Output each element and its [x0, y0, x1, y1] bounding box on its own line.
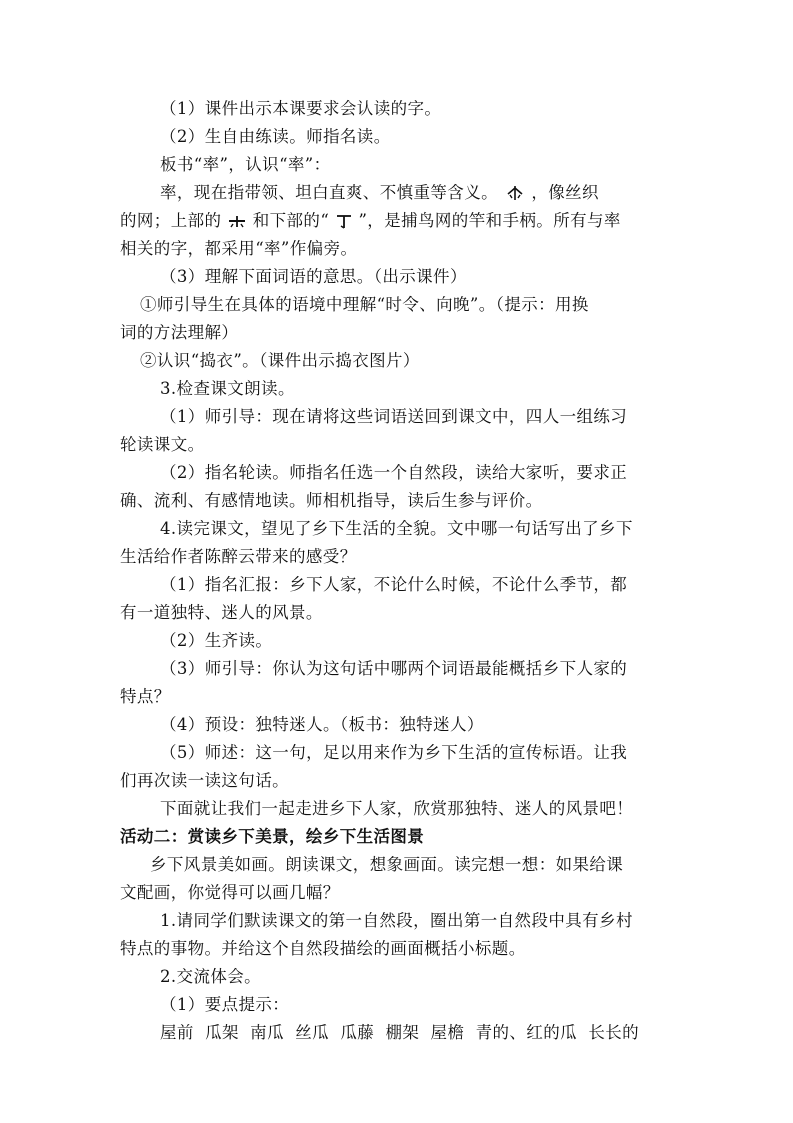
text-line: 词的方法理解） [120, 323, 239, 342]
ancient-net-glyph-icon [504, 185, 526, 207]
text-segment: ”，是捕鸟网的竿和手柄。所有与率 [358, 211, 621, 230]
text-line: 屋前 瓜架 南瓜 丝瓜 瓜藤 棚架 屋檐 青的、红的瓜 长长的 [160, 1023, 640, 1042]
text-line: 板书“率”，认识“率”： [160, 155, 331, 174]
text-line: 有一道独特、迷人的风景。 [120, 603, 323, 622]
text-line: （1）师引导：现在请将这些词语送回到课文中，四人一组练习 [160, 407, 628, 426]
text-line: ②认识“捣衣”。（课件出示捣衣图片） [140, 351, 420, 370]
text-line: （3）师引导：你认为这句话中哪两个词语最能概括乡下人家的 [160, 659, 628, 678]
text-line: 下面就让我们一起走进乡下人家，欣赏那独特、迷人的风景吧！ [160, 799, 634, 818]
text-line: 生活给作者陈醉云带来的感受？ [120, 547, 357, 566]
text-line: （1）要点提示： [160, 995, 290, 1014]
text-line: 4.读完课文，望见了乡下生活的全貌。文中哪一句话写出了乡下 [160, 519, 633, 538]
text-line: 文配画，你觉得可以画几幅？ [120, 883, 340, 902]
text-line: 2.交流体会。 [160, 967, 262, 986]
text-line: 轮读课文。 [120, 435, 205, 454]
text-line: 确、流利、有感情地读。师相机指导，读后生参与评价。 [120, 491, 543, 510]
text-line: 1.请同学们默读课文的第一自然段，圈出第一自然段中具有乡村 [160, 911, 633, 930]
text-line: （5）师述：这一句，足以用来作为乡下生活的宣传标语。让我 [160, 743, 628, 762]
net-handle-glyph-icon [335, 213, 353, 235]
text-line: （1）指名汇报：乡下人家，不论什么时候，不论什么季节，都 [160, 575, 628, 594]
text-segment: 的网；上部的 [120, 211, 222, 230]
text-segment: 率，现在指带领、坦白直爽、不慎重等含义。 [160, 183, 498, 202]
text-line: （2）生自由练读。师指名读。 [160, 127, 391, 146]
text-line: 特点？ [120, 687, 171, 706]
text-line: （3）理解下面词语的意思。（出示课件） [160, 267, 467, 286]
text-line: 相关的字，都采用“率”作偏旁。 [120, 239, 358, 258]
section-heading: 活动二：赏读乡下美景，绘乡下生活图景 [120, 827, 425, 846]
text-line: （2）生齐读。 [160, 631, 273, 650]
text-line: （2）指名轮读。师指名任选一个自然段，读给大家听，要求正 [160, 463, 628, 482]
text-line: ①师引导生在具体的语境中理解“时令、向晚”。（提示：用换 [140, 295, 589, 314]
text-line: （1）课件出示本课要求会认读的字。 [160, 99, 442, 118]
text-segment: ，像丝织 [531, 183, 599, 202]
text-line [120, 210, 621, 235]
text-segment: 和下部的“ [252, 211, 330, 230]
text-line: 3.检查课文朗读。 [160, 379, 295, 398]
text-line: 乡下风景美如画。朗读课文，想象画面。读完想一想：如果给课 [150, 855, 624, 874]
text-line: 们再次读一读这句话。 [120, 771, 289, 790]
net-top-glyph-icon [227, 213, 247, 235]
text-line: 特点的事物。并给这个自然段描绘的画面概括小标题。 [120, 939, 526, 958]
text-line: （4）预设：独特迷人。（板书：独特迷人） [160, 715, 484, 734]
text-line [160, 182, 599, 207]
